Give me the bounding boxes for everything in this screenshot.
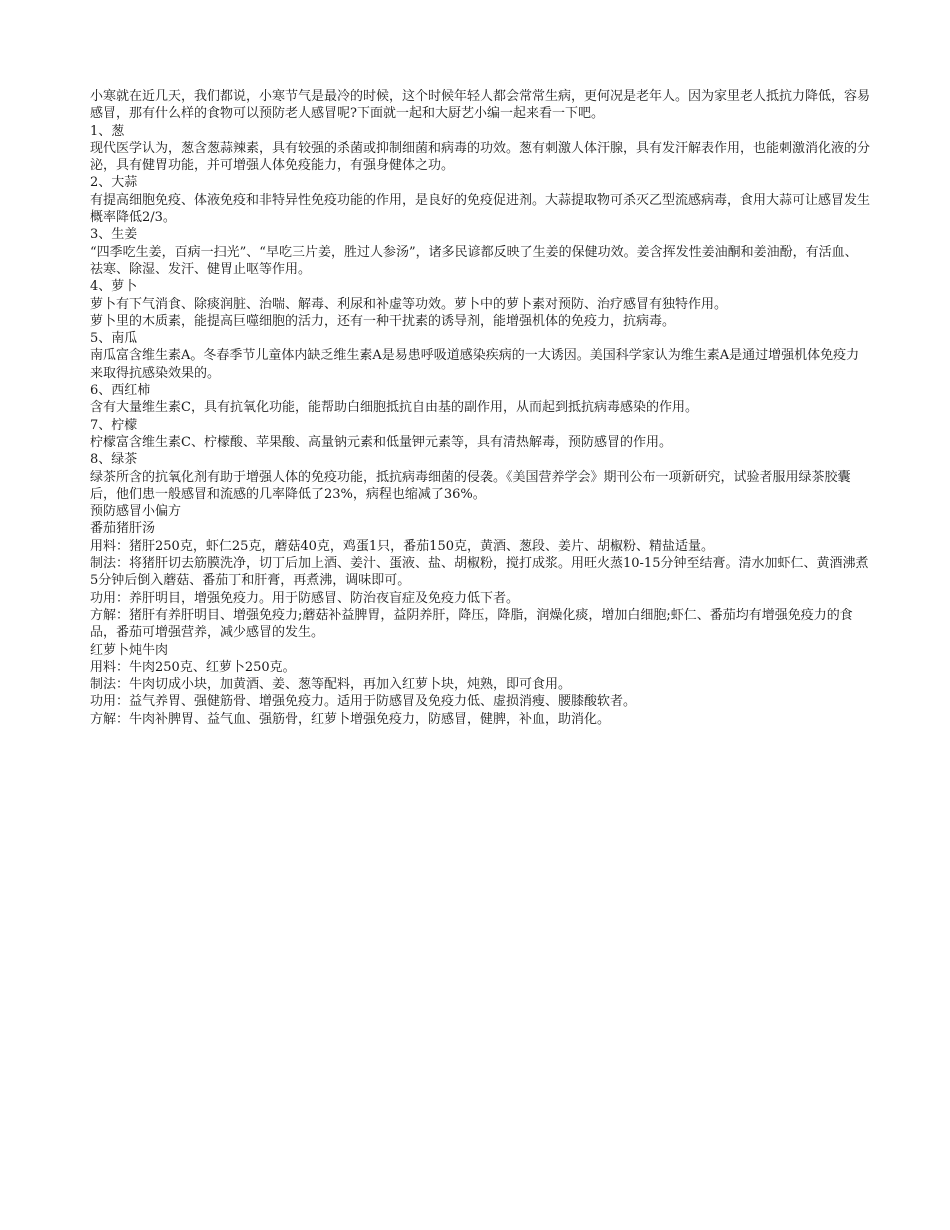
recipe-line: 功用：益气养胃、强健筋骨、增强免疫力。适用于防感冒及免疫力低、虚损消瘦、腰膝酸软者。: [90, 694, 637, 710]
food-paragraph: 萝卜有下气消食、除痰润脏、治喘、解毒、利尿和补虚等功效。萝卜中的萝卜素对预防、治疗感冒有独特作用。: [90, 296, 728, 312]
food-title: 4、萝卜: [90, 279, 138, 295]
article-body: [90, 88, 870, 728]
recipe-line: 用料：牛肉250克、红萝卜250克。: [90, 659, 296, 675]
food-title: 6、西红柿: [90, 383, 151, 399]
food-title: 5、南瓜: [90, 331, 138, 347]
intro-paragraph: 小寒就在近几天，我们都说，小寒节气是最冷的时候，这个时候年轻人都会常常生病，更何况是老年人。因为家里老人抵抗力降低，容易感冒，那有什么样的食物可以预防老人感冒呢?下面就一起和大厨艺小编一起来看一下吧。: [90, 89, 871, 122]
food-paragraph: 萝卜里的木质素，能提高巨噬细胞的活力，还有一种干扰素的诱导剂，能增强机体的免疫力，抗病毒。: [90, 313, 676, 329]
recipe-line: 制法：将猪肝切去筋膜洗净，切丁后加上酒、姜汁、蛋液、盐、胡椒粉，搅打成浆。用旺火蒸10-15分钟至结膏。清水加虾仁、黄酒沸煮5分钟后倒入蘑菇、番茄丁和肝膏，再煮沸，调味即可。: [90, 556, 869, 589]
food-paragraph: “四季吃生姜，百病一扫光”、“早吃三片姜，胜过人参汤”，诸多民谚都反映了生姜的保健功效。姜含挥发性姜油酮和姜油酚，有活血、祛寒、除湿、发汗、健胃止呕等作用。: [90, 244, 858, 277]
recipe-line: 功用：养肝明目，增强免疫力。用于防感冒、防治夜盲症及免疫力低下者。: [90, 590, 520, 606]
food-paragraph: 柠檬富含维生素C、柠檬酸、苹果酸、高量钠元素和低量钾元素等，具有清热解毒，预防感冒的作用。: [90, 434, 672, 450]
food-title: 2、大蒜: [90, 175, 138, 191]
recipe-line: 方解：猪肝有养肝明目、增强免疫力;蘑菇补益脾胃，益阴养肝，降压，降脂，润燥化痰，增加白细胞;虾仁、番茄均有增强免疫力的食品，番茄可增强营养，减少感冒的发生。: [90, 607, 853, 641]
food-paragraph: 绿茶所含的抗氧化剂有助于增强人体的免疫功能，抵抗病毒细菌的侵袭。《美国营养学会》期刊公布一项新研究，试验者服用绿茶胶囊后，他们患一般感冒和流感的几率降低了23%，病程也缩减了36%。: [90, 469, 851, 502]
recipe-line: 方解：牛肉补脾胃、益气血、强筋骨，红萝卜增强免疫力，防感冒，健脾，补血，助消化。: [90, 711, 611, 727]
food-paragraph: 南瓜富含维生素A。冬春季节儿童体内缺乏维生素A是易患呼吸道感染疾病的一大诱因。美国科学家认为维生素A是通过增强机体免疫力来取得抗感染效果的。: [90, 348, 860, 381]
recipe-line: 用料：猪肝250克，虾仁25克，蘑菇40克，鸡蛋1只，番茄150克，黄酒、葱段、姜片、胡椒粉、精盐适量。: [90, 538, 714, 554]
food-paragraph: 现代医学认为，葱含葱蒜辣素，具有较强的杀菌或抑制细菌和病毒的功效。葱有刺激人体汗腺，具有发汗解表作用，也能刺激消化液的分泌，具有健胃功能，并可增强人体免疫能力，有强身健体之功。: [90, 140, 871, 174]
recipe-line: 制法：牛肉切成小块，加黄酒、姜、葱等配料，再加入红萝卜块，炖熟，即可食用。: [90, 677, 572, 693]
food-paragraph: 含有大量维生素C，具有抗氧化功能，能帮助白细胞抵抗自由基的副作用，从而起到抵抗病毒感染的作用。: [90, 400, 698, 416]
food-title: 3、生姜: [90, 227, 138, 243]
recipe-title: 红萝卜炖牛肉: [90, 642, 169, 658]
recipes-heading: 预防感冒小偏方: [90, 504, 182, 520]
recipe-title: 番茄猪肝汤: [90, 521, 156, 537]
food-title: 7、柠檬: [90, 417, 138, 433]
food-title: 8、绿茶: [90, 452, 138, 468]
food-title: 1、葱: [90, 123, 125, 139]
food-paragraph: 有提高细胞免疫、体液免疫和非特异性免疫功能的作用，是良好的免疫促进剂。大蒜提取物可杀灭乙型流感病毒，食用大蒜可让感冒发生概率降低2/3。: [90, 192, 871, 226]
